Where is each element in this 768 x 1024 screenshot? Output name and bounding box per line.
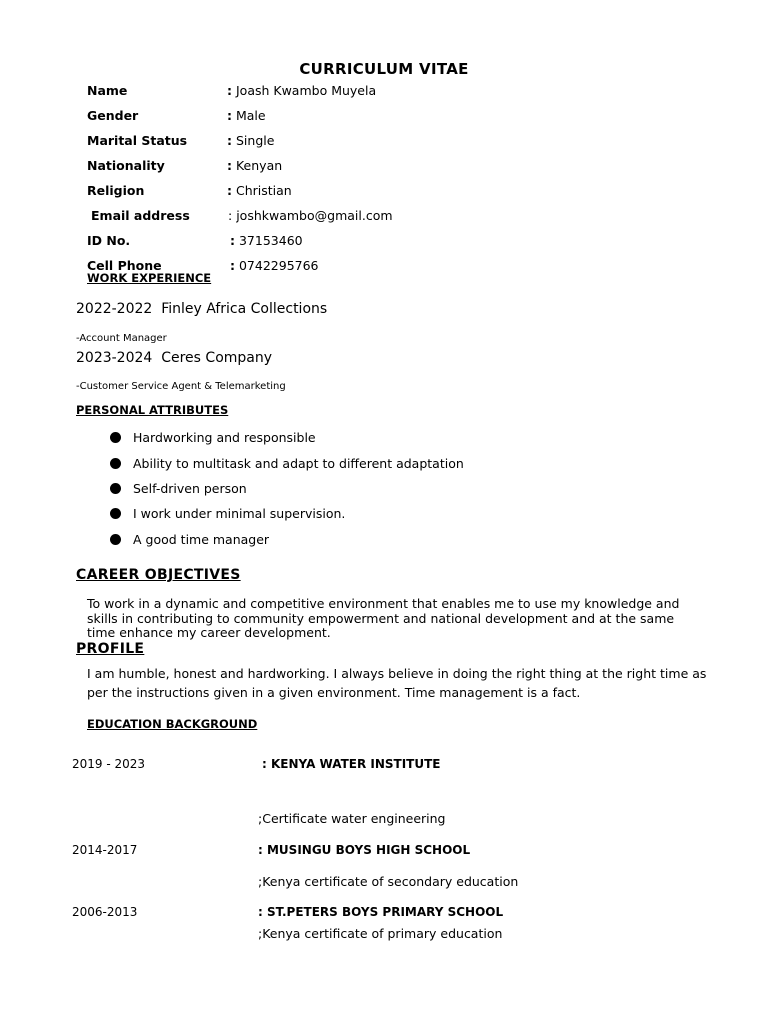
bullet-icon — [110, 483, 121, 494]
marital-status-label: Marital Status — [87, 133, 188, 148]
profile-text-line-1: I am humble, honest and hardworking. I always believe in doing the right thing at the right time as — [87, 666, 707, 681]
gender-value: : Male — [227, 108, 266, 123]
education-school-3: : ST.PETERS BOYS PRIMARY SCHOOL — [258, 905, 504, 919]
personal-attributes-heading: PERSONAL ATTRIBUTES — [76, 403, 229, 417]
work-role-1: -Account Manager — [76, 333, 167, 344]
name-label: Name — [87, 83, 128, 98]
id-number-label: ID No. — [87, 233, 131, 248]
nationality-value: : Kenyan — [227, 158, 283, 173]
work-experience-heading: WORK EXPERIENCE — [87, 271, 212, 285]
nationality-label: Nationality — [87, 158, 165, 173]
attribute-item: Hardworking and responsible — [133, 430, 316, 445]
education-certificate-3: ;Kenya certificate of primary education — [258, 926, 503, 941]
education-school-2: : MUSINGU BOYS HIGH SCHOOL — [258, 843, 471, 857]
cell-phone-label: Cell Phone — [87, 258, 162, 273]
attribute-item: Self-driven person — [133, 481, 247, 496]
bullet-icon — [110, 432, 121, 443]
profile-text-line-2: per the instructions given in a given environment. Time management is a fact. — [87, 685, 581, 700]
education-school-1: : KENYA WATER INSTITUTE — [262, 757, 441, 771]
education-years-3: 2006-2013 — [72, 905, 138, 919]
cell-phone-value: : 0742295766 — [230, 258, 319, 273]
marital-status-value: : Single — [227, 133, 275, 148]
name-value: : Joash Kwambo Muyela — [227, 83, 377, 98]
bullet-icon — [110, 534, 121, 545]
id-number-value: : 37153460 — [230, 233, 303, 248]
religion-value: : Christian — [227, 183, 292, 198]
email-label: Email address — [91, 208, 190, 223]
work-entry-2: 2023-2024 Ceres Company — [76, 350, 273, 366]
education-certificate-1: ;Certificate water engineering — [258, 811, 446, 826]
religion-label: Religion — [87, 183, 145, 198]
bullet-icon — [110, 458, 121, 469]
attribute-item: I work under minimal supervision. — [133, 506, 346, 521]
email-value: : joshkwambo@gmail.com — [228, 208, 393, 223]
work-entry-1: 2022-2022 Finley Africa Collections — [76, 301, 328, 317]
work-role-2: -Customer Service Agent & Telemarketing — [76, 381, 286, 392]
education-years-2: 2014-2017 — [72, 843, 138, 857]
page-title: CURRICULUM VITAE — [299, 60, 469, 78]
gender-label: Gender — [87, 108, 139, 123]
bullet-icon — [110, 508, 121, 519]
education-certificate-2: ;Kenya certificate of secondary education — [258, 874, 519, 889]
career-objectives-heading: CAREER OBJECTIVES — [76, 567, 241, 583]
profile-heading: PROFILE — [76, 641, 145, 657]
education-heading: EDUCATION BACKGROUND — [87, 717, 258, 731]
attribute-item: A good time manager — [133, 532, 270, 547]
education-years-1: 2019 - 2023 — [72, 757, 146, 771]
career-objectives-text: To work in a dynamic and competitive environment that enables me to use my knowledge and skills in contributing to community empowerment and national development and at the same time enhance my career development. — [87, 596, 680, 640]
attribute-item: Ability to multitask and adapt to different adaptation — [133, 456, 464, 471]
